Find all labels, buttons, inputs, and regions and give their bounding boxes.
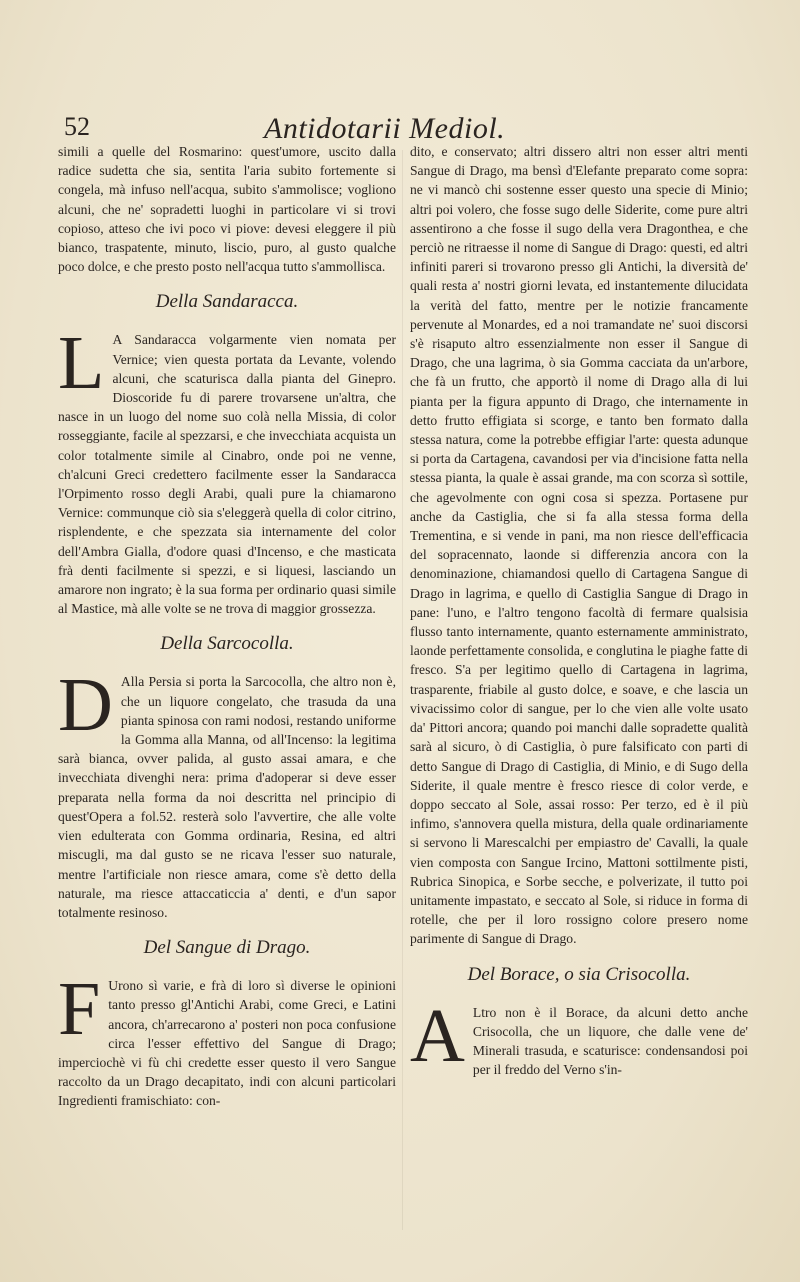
running-title: Antidotarii Mediol. [264, 112, 506, 145]
heading-sangue-di-drago: Del Sangue di Drago. [143, 937, 311, 959]
paragraph-text: Ltro non è il Borace, da alcuni detto anche Crisocolla, che un liquore, che dalle vene de' Minerali trasuda, e scaturisce: condensandosi poi per il freddo del Verno s'in- [472, 1004, 748, 1078]
paragraph-sarcocolla [58, 663, 396, 922]
paragraph-borace [410, 993, 748, 1080]
paragraph-text: Urono sì varie, e frà di loro sì diverse le opinioni tanto presso gl'Antichi Arabi, come Greci, e Latini ancora, ch'arrecarono a' posteri non poca confusione circa l'esser effettivo del Sangue di Drago; imperciochè vi fù chi credette esser questo il vero Sangue raccolto da un Drago decapitato, indi con alcuni particolari Ingredienti framischiato: con- [58, 978, 396, 1109]
text-columns [58, 142, 748, 1282]
heading-sarcocolla: Della Sarcocolla. [160, 633, 294, 655]
paragraph-sangue-di-drago [58, 967, 396, 1110]
drop-cap: D [58, 663, 113, 748]
paragraph-sangue-continuation: dito, e conservato; altri dissero altri non esser altri menti Sangue di Drago, ma bensì d'Elefante preparato come sopra: ne vi mancò chi sostenne esser questo una specie di Minio; altri poi volero, che fosse sugo delle Siderite, come pure altri assentirono a che fosse il sugo della vera Dragonthea, e che perciò ne ritraesse il nome di Sangue di Drago: questi, ed altri infiniti pareri si trovarono presso gli Antichi, la diversità de' quali resta a' nostri giorni levata, ed instantemente dilucidata la verità del fatto, mentre per le notizie francamente pervenute al Monardes, ed a noi tramandate ne' suoi discorsi s'è risaputo altro essenzialmente non esser il Sangue di Drago, che una lagrima, ò sia Gomma cacciata da un'arbore, che fà un frutto, che apportò il nome di Drago alla di lui pianta per la figura appunto di Drago, che internamente in detto frutto effigiata si scorge, e tanto ben formato dalla stessa natura, come la potrebbe effigiar l'arte: questa adunque si porta da Cartagena, cavandosi per via d'incisione fatta nella stessa pianta, la quale è assai grande, ma con scorza sì sottile, che agevolmente con ogni cosa si spezza. Portasene pur anche da Castiglia, che si fa alla stessa forma della Trementina, e si vende in pani, ma non riesce dell'efficacia del sopracennato, laonde si differenzia ancora con la denominazione, chiamandosi quello di Cartagena Sangue di Drago in lagrima, e quello di Castiglia Sangue di Drago in pane: l'uno, e l'altro tengono facoltà di fermare qualsisia flusso tanto internamente, quanto esternamente amministrato, laonde perfettamente consolida, e conglutina le piaghe fatte di fresco. S'a per legitimo quello di Cartagena in lagrima, trasparente, friabile al gusto dolce, e soave, e che lascia un vivacissimo color di sangue, per lo che vien alle volte usato da' Pittori ancora; quando poi manchi dalle sopradette qualità sarà al sicuro, ò di Castiglia, ò pure falsificato con parti di detto Sangue di Drago di Castiglia, di Minio, e di Sugo della Siderite, il quale mentre è fresco riesce di color verde, e doppo seccato al Sole, assai rosso: Per terzo, ed è il più infimo, s'annovera quella mistura, della quale ordinariamente si servono li Marescalchi per empiastro de' Cavalli, la quale vien composta con Sangue Ircino, Mattoni sottilmente pisti, Rubrica Sinopica, e Sorbe secche, e polverizate, il tutto poi unitamente impastato, e seccato al Sole, si riduce in forma di rotelle, che per il loro rossigno colore presero nome parimente di Sangue di Drago. [410, 144, 748, 947]
drop-cap: A [410, 993, 465, 1078]
right-column [410, 142, 748, 1079]
paragraph-rosmarino-continuation: simili a quelle del Rosmarino: quest'umore, uscito dalla radice sudetta che sia, sentita l'aria subito fortemente si congela, mà infuso nell'acqua, subito s'ammolisce; vogliono alcuni, che ne' sopradetti luoghi in particolare vi si trovi copioso, atteso che ivi poco vi piove: devesi eleggere il più bianco, traspatente, minuto, liscio, puro, al gusto qualche poco dolce, e che presto posto nell'acqua tutto s'ammollisca. [58, 144, 396, 275]
paragraph-text: A Sandaracca volgarmente vien nomata per Vernice; vien questa portata da Levante, volendo alcuni, che scaturisca dalla pianta del Ginepro. Dioscoride fu di parere trovarsene un'altra, che nasce in un luogo del nome suo colà nella Missia, di color rosseggiante, facile al spezzarsi, e che invecchiata acquista un color totalmente simile al Cinabro, onde poi ne venne, ch'alcuni Greci credettero facilmente esser la Sandaracca l'Orpimento rosso degli Arabi, quali pure la chiamarono Vernice: communque ciò sia s'eleggerà quella di color citrino, risplendente, e che spezzata sia internamente del color dell'Ambra Gialla, d'odore quasi d'Incenso, e che masticata frà denti facilmente si spezzi, e si liquesi, lasciando un amarore non ingrato; è la sua forma per ordinario quasi simile al Mastice, mà alle volte se ne trova di maggior grossezza. [58, 332, 396, 617]
drop-cap: L [58, 321, 105, 406]
heading-sandaracca: Della Sandaracca. [155, 291, 299, 313]
paragraph-text: Alla Persia si porta la Sarcocolla, che altro non è, che un liquore congelato, che trasuda da una pianta spinosa con rami nodosi, restando uniforme la Gomma alla Manna, od all'Incenso: la legitima sarà bianca, ovver palida, al gusto assai amara, e che invecchiata divenghi nera: prima d'adoperar si deve esser preparata nella forma da noi descritta nel principio di quest'Opera a fol.52. resterà solo l'avvertire, che alle volte vien edulterata con Gomma ordinaria, Resina, ed altri miscugli, ma dal gusto se ne ricava l'esser suo naturale, mentre l'artificiale non riesce amara, come s'è detto della naturale, ma riesce attaccaticcia a' denti, e d'un sapor totalmente resinoso. [58, 674, 396, 920]
heading-borace: Del Borace, o sia Crisocolla. [467, 963, 691, 985]
drop-cap: F [58, 967, 101, 1052]
page-number: 52 [64, 112, 90, 141]
paragraph-sandaracca [58, 321, 396, 618]
left-column [58, 142, 396, 1111]
